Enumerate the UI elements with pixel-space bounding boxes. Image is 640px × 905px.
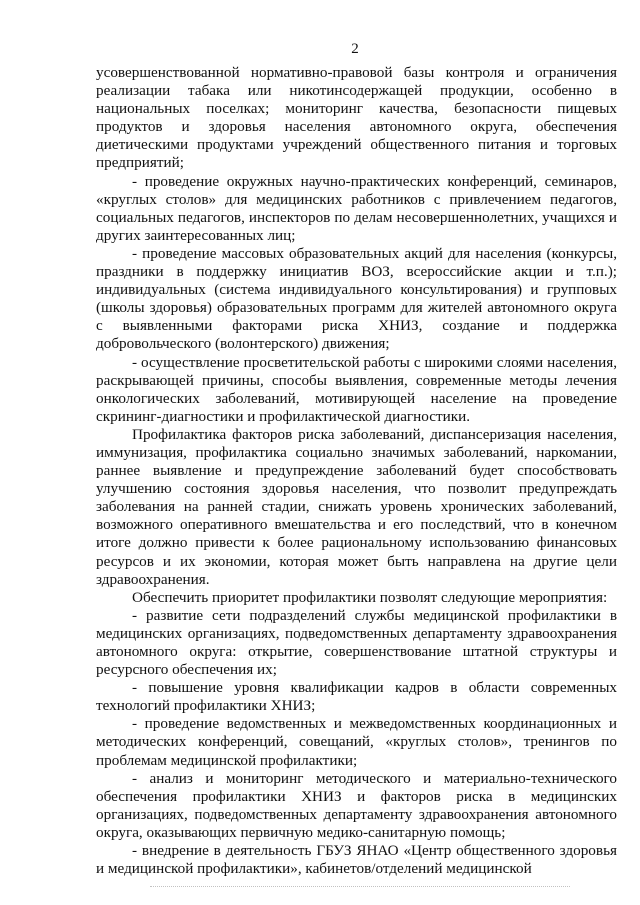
paragraph-continuation: усовершенствованной нормативно-правовой базы контроля и ограничения реализации табака или никотинсодержащей продукции, особенно в национальных поселках; мониторинг качества, безопасности пищевых продуктов и здоровья населения автономного округа, обеспечения диетическими продуктами учреждений общественного питания и торговых предприятий;	[96, 64, 617, 172]
paragraph-oncology-education: - осуществление просветительской работы с широкими слоями населения, раскрывающей причины, способы выявления, современные методы лечения онкологических заболеваний, мотивирующей население на проведение скрининг-диагностики и профилактической диагностики.	[96, 353, 617, 425]
paragraph-monitoring: - анализ и мониторинг методического и материально-технического обеспечения профилактики ХНИЗ и факторов риска в медицинских организациях, подведомственных департаменту здравоохранения автономного округа, оказывающих первичную медико-санитарную помощь;	[96, 769, 617, 841]
document-body	[96, 64, 617, 878]
scan-artifact-divider	[150, 880, 570, 887]
page-number: 2	[351, 41, 359, 57]
paragraph-staff-qualification: - повышение уровня квалификации кадров в области современных технологий профилактики ХНИЗ;	[96, 679, 617, 715]
paragraph-risk-factor-prevention: Профилактика факторов риска заболеваний, диспансеризация населения, иммунизация, профилактика социально значимых заболеваний, наркомании, раннее выявление и предупреждение заболеваний будет способствовать улучшению состояния здоровья населения, что позволит предупреждать заболевания на ранней стадии, снижать уровень хронических заболеваний, возможного оперативного вмешательства и его последствий, что в конечном итоге должно привести к более рациональному использованию финансовых ресурсов и их экономии, которая может быть направлена на другие цели здравоохранения.	[96, 425, 617, 588]
paragraph-priority-measures: Обеспечить приоритет профилактики позволят следующие мероприятия:	[132, 588, 608, 606]
paragraph-coordination-conferences: - проведение ведомственных и межведомственных координационных и методических конференций, совещаний, «круглых столов», тренингов по проблемам медицинской профилактики;	[96, 715, 617, 769]
paragraph-mass-actions: - проведение массовых образовательных акций для населения (конкурсы, праздники в поддержку инициатив ВОЗ, всероссийские акции и т.п.); индивидуальных (система индивидуального консультирования) и групповых (школы здоровья) образовательных программ для жителей автономного округа с выявленными факторами риска ХНИЗ, создание и поддержка добровольческого (волонтерского) движения;	[96, 244, 617, 353]
paragraph-prevention-network: - развитие сети подразделений службы медицинской профилактики в медицинских организациях, подведомственных департаменту здравоохранения автономного округа: открытие, совершенствование штатной структуры и ресурсного обеспечения их;	[96, 606, 617, 679]
paragraph-conferences: - проведение окружных научно-практических конференций, семинаров, «круглых столов» для медицинских работников с привлечением педагогов, социальных педагогов, инспекторов по делам несовершеннолетних, учащихся и других заинтересованных лиц;	[96, 172, 617, 244]
paragraph-implementation: - внедрение в деятельность ГБУЗ ЯНАО «Центр общественного здоровья и медицинской профилактики», кабинетов/отделений медицинской	[96, 842, 617, 878]
